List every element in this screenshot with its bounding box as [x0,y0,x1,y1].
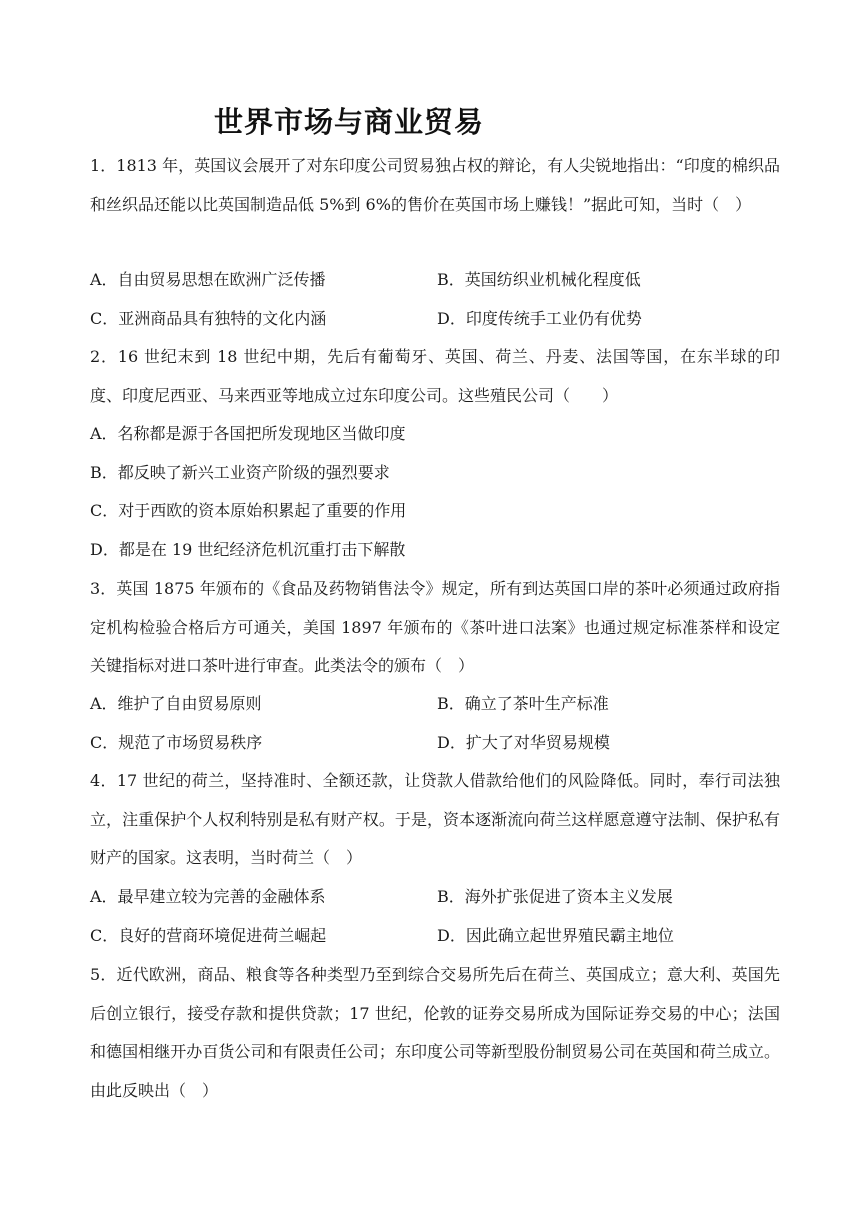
question-4-option-d: D．因此确立起世界殖民霸主地位 [437,926,674,945]
question-3-option-d: D．扩大了对华贸易规模 [437,733,610,752]
question-3-option-c: C．规范了市场贸易秩序 [90,733,263,752]
question-2-option-d: D．都是在 19 世纪经济危机沉重打击下解散 [90,540,406,559]
question-3-option-a: A．维护了自由贸易原则 [90,694,262,713]
question-1-option-c: C．亚洲商品具有独特的文化内涵 [90,309,327,328]
question-1-option-d: D．印度传统手工业仍有优势 [437,309,642,328]
question-3-stem: 3．英国 1875 年颁布的《食品及药物销售法令》规定，所有到达英国口岸的茶叶必须通过政府指定机构检验合格后方可通关，美国 1897 年颁布的《茶叶进口法案》也通过规定标准茶样和设定关键指标对进口茶叶进行审查。此类法令的颁布（ ） [90,579,780,675]
question-4-stem: 4．17 世纪的荷兰，坚持准时、全额还款，让贷款人借款给他们的风险降低。同时，奉行司法独立，注重保护个人权利特别是私有财产权。于是，资本逐渐流向荷兰这样愿意遵守法制、保护私有财产的国家。这表明，当时荷兰（ ） [90,771,780,867]
question-4-option-c: C．良好的营商环境促进荷兰崛起 [90,926,327,945]
question-1-option-b: B．英国纺织业机械化程度低 [437,270,641,289]
question-5-stem: 5．近代欧洲，商品、粮食等各种类型乃至到综合交易所先后在荷兰、英国成立；意大利、英国先后创立银行，接受存款和提供贷款；17 世纪，伦敦的证券交易所成为国际证券交易的中心；法国和德国相继开办百货公司和有限责任公司；东印度公司等新型股份制贸易公司在英国和荷兰成立。由此反映出（ ） [90,965,780,1100]
question-3-option-b: B．确立了茶叶生产标准 [437,694,609,713]
question-4-option-b: B．海外扩张促进了资本主义发展 [437,887,673,906]
page-title: 世界市场与商业贸易 [214,105,485,139]
question-1-option-a: A．自由贸易思想在欧洲广泛传播 [90,270,326,289]
question-2-stem: 2．16 世纪末到 18 世纪中期，先后有葡萄牙、英国、荷兰、丹麦、法国等国，在东半球的印度、印度尼西亚、马来西亚等地成立过东印度公司。这些殖民公司（ ） [90,347,780,405]
question-2-option-b: B．都反映了新兴工业资产阶级的强烈要求 [90,463,390,482]
question-2-option-a: A．名称都是源于各国把所发现地区当做印度 [90,424,406,443]
question-2-option-c: C．对于西欧的资本原始积累起了重要的作用 [90,501,407,520]
question-1-stem: 1．1813 年，英国议会展开了对东印度公司贸易独占权的辩论，有人尖锐地指出：“印度的棉织品和丝织品还能以比英国制造品低 5%到 6%的售价在英国市场上赚钱！”据此可知，当时（ ） [90,156,780,214]
question-4-option-a: A．最早建立较为完善的金融体系 [90,887,326,906]
